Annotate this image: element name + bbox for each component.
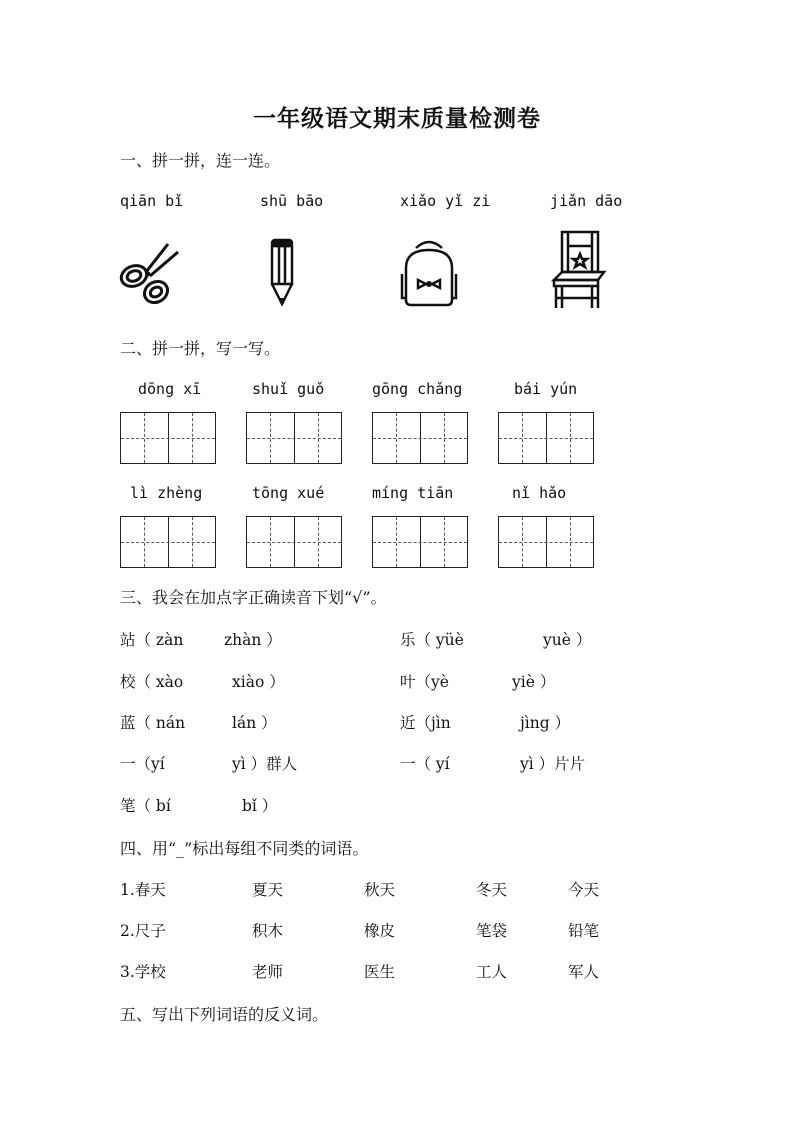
word-item: 今天	[568, 881, 600, 899]
reading-option: lán ）	[232, 714, 277, 732]
writing-grid[interactable]	[372, 412, 468, 464]
section-1-heading: 一、拼一拼，连一连。	[120, 151, 281, 170]
section-4-heading: 四、用“_”标出每组不同类的词语。	[120, 839, 369, 858]
reading-option: 乐（ yüè	[400, 631, 464, 649]
reading-option: yì ）片片	[520, 755, 586, 773]
word-item: 笔袋	[476, 922, 508, 940]
word-item: 1.春天	[120, 881, 166, 899]
reading-option: 叶（yè	[400, 673, 449, 691]
pinyin-label: lì zhèng	[130, 484, 203, 502]
word-item: 老师	[252, 963, 284, 981]
pinyin-label: bái yún	[514, 380, 578, 398]
reading-option: 站（ zàn	[120, 631, 184, 649]
word-item: 夏天	[252, 881, 284, 899]
word-item: 冬天	[476, 881, 508, 899]
pinyin-label: míng tiān	[372, 484, 454, 502]
chair-icon	[548, 228, 610, 312]
reading-option: 一（yí	[120, 755, 165, 773]
pinyin-label: nǐ hǎo	[512, 484, 567, 502]
reading-option: 蓝（ nán	[120, 714, 186, 732]
pinyin-label: dōng xī	[138, 380, 202, 398]
word-item: 工人	[476, 963, 508, 981]
writing-grid[interactable]	[372, 516, 468, 568]
pinyin-label: shuǐ guǒ	[252, 380, 325, 398]
reading-option: xiào ）	[232, 673, 285, 691]
word-item: 3.学校	[120, 963, 166, 981]
reading-option: jìng ）	[520, 714, 571, 732]
reading-option: 一（ yí	[400, 755, 450, 773]
page-title: 一年级语文期末质量检测卷	[253, 105, 541, 132]
word-item: 橡皮	[364, 922, 396, 940]
word-item: 铅笔	[568, 922, 600, 940]
writing-grid[interactable]	[498, 516, 594, 568]
writing-grid[interactable]	[120, 516, 216, 568]
section-3-heading: 三、我会在加点字正确读音下划“√”。	[120, 588, 387, 607]
writing-grid[interactable]	[498, 412, 594, 464]
section-2-heading: 二、拼一拼，写一写。	[120, 339, 281, 358]
word-item: 积木	[252, 922, 284, 940]
pinyin-label: gōng chǎng	[372, 380, 463, 398]
section-5-heading: 五、写出下列词语的反义词。	[120, 1005, 329, 1024]
word-item: 2.尺子	[120, 922, 166, 940]
writing-grid[interactable]	[120, 412, 216, 464]
pinyin-label: xiǎo yǐ zi	[400, 192, 491, 210]
writing-grid[interactable]	[246, 412, 342, 464]
pinyin-label: jiǎn dāo	[550, 192, 623, 210]
reading-option: zhàn ）	[224, 631, 282, 649]
reading-option: yuè ）	[543, 631, 592, 649]
pinyin-label: qiān bǐ	[120, 192, 184, 210]
reading-option: yì ）群人	[232, 755, 298, 773]
reading-option: bǐ ）	[242, 797, 278, 815]
backpack-icon	[394, 238, 464, 308]
writing-grid[interactable]	[246, 516, 342, 568]
word-item: 秋天	[364, 881, 396, 899]
reading-option: yiè ）	[512, 673, 556, 691]
word-item: 军人	[568, 963, 600, 981]
scissors-icon	[116, 238, 184, 306]
reading-option: 笔（ bí	[120, 797, 171, 815]
word-item: 医生	[364, 963, 396, 981]
pencil-icon	[262, 236, 302, 308]
pinyin-label: tōng xué	[252, 484, 325, 502]
reading-option: 近（jìn	[400, 714, 451, 732]
pinyin-label: shū bāo	[260, 192, 324, 210]
reading-option: 校（ xào	[120, 673, 184, 691]
